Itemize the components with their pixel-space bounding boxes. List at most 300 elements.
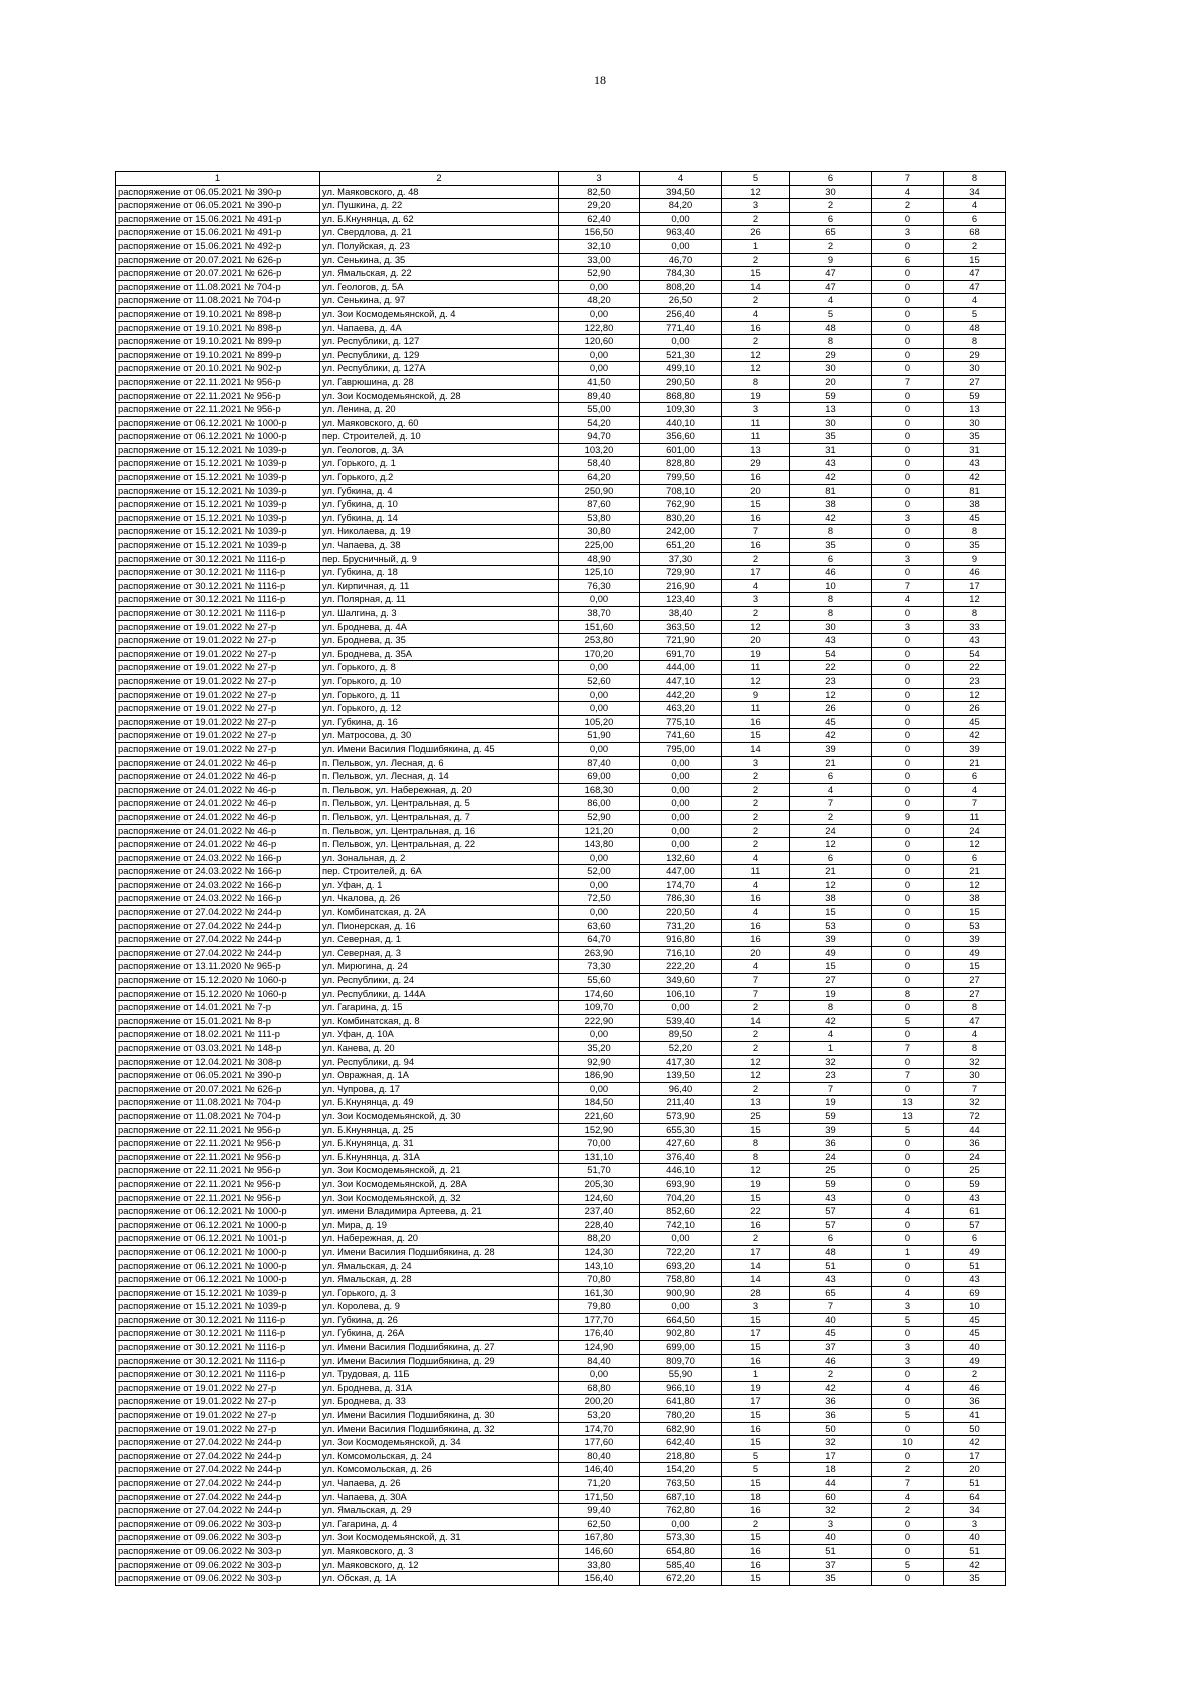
total-cell: 54 <box>944 647 1006 661</box>
document-cell: распоряжение от 19.01.2022 № 27-р <box>116 688 320 702</box>
table-row <box>116 797 1006 811</box>
count-cell: 5 <box>872 1014 944 1028</box>
value-cell: 786,30 <box>640 892 722 906</box>
value-cell: 200,20 <box>559 1395 640 1409</box>
document-cell: распоряжение от 22.11.2021 № 956-р <box>116 1164 320 1178</box>
table-row <box>116 1286 1006 1300</box>
count-cell: 4 <box>872 1381 944 1395</box>
table-row <box>116 348 1006 362</box>
value-cell: 775,10 <box>640 715 722 729</box>
count-cell: 12 <box>722 1069 790 1083</box>
document-cell: распоряжение от 19.01.2022 № 27-р <box>116 661 320 675</box>
total-cell: 47 <box>944 267 1006 281</box>
value-cell: 762,90 <box>640 498 722 512</box>
document-cell: распоряжение от 09.06.2022 № 303-р <box>116 1544 320 1558</box>
value-cell: 79,80 <box>559 1300 640 1314</box>
count-cell: 48 <box>790 1245 872 1259</box>
value-cell: 167,80 <box>559 1531 640 1545</box>
value-cell: 0,00 <box>559 593 640 607</box>
count-cell: 16 <box>722 471 790 485</box>
document-cell: распоряжение от 15.06.2021 № 491-р <box>116 226 320 240</box>
address-cell: ул. Зои Космодемьянской, д. 28А <box>320 1177 559 1191</box>
address-cell: ул. Комбинатская, д. 8 <box>320 1014 559 1028</box>
count-cell: 49 <box>790 946 872 960</box>
table-row <box>116 1381 1006 1395</box>
count-cell: 5 <box>790 307 872 321</box>
address-cell: ул. Зои Космодемьянской, д. 28 <box>320 389 559 403</box>
address-cell: ул. Зональная, д. 2 <box>320 851 559 865</box>
value-cell: 176,40 <box>559 1327 640 1341</box>
count-cell: 65 <box>790 226 872 240</box>
total-cell: 27 <box>944 974 1006 988</box>
count-cell: 14 <box>722 1273 790 1287</box>
total-cell: 38 <box>944 498 1006 512</box>
document-cell: распоряжение от 24.03.2022 № 166-р <box>116 892 320 906</box>
address-cell: ул. Ленина, д. 20 <box>320 403 559 417</box>
value-cell: 106,10 <box>640 987 722 1001</box>
count-cell: 5 <box>872 1409 944 1423</box>
address-cell: ул. Зои Космодемьянской, д. 4 <box>320 307 559 321</box>
total-cell: 45 <box>944 1327 1006 1341</box>
value-cell: 499,10 <box>640 362 722 376</box>
document-cell: распоряжение от 24.01.2022 № 46-р <box>116 756 320 770</box>
document-cell: распоряжение от 19.01.2022 № 27-р <box>116 715 320 729</box>
address-cell: ул. Горького, д. 10 <box>320 674 559 688</box>
value-cell: 174,60 <box>559 987 640 1001</box>
table-row <box>116 362 1006 376</box>
total-cell: 42 <box>944 1436 1006 1450</box>
count-cell: 2 <box>722 294 790 308</box>
address-cell: ул. Б.Кнунянца, д. 25 <box>320 1123 559 1137</box>
count-cell: 0 <box>872 457 944 471</box>
value-cell: 52,00 <box>559 865 640 879</box>
address-cell: ул. Николаева, д. 19 <box>320 525 559 539</box>
count-cell: 0 <box>872 1395 944 1409</box>
table-row <box>116 634 1006 648</box>
value-cell: 0,00 <box>640 810 722 824</box>
document-cell: распоряжение от 15.06.2021 № 491-р <box>116 212 320 226</box>
document-cell: распоряжение от 22.11.2021 № 956-р <box>116 403 320 417</box>
count-cell: 0 <box>872 946 944 960</box>
value-cell: 376,40 <box>640 1150 722 1164</box>
count-cell: 3 <box>872 1341 944 1355</box>
address-cell: ул. Северная, д. 3 <box>320 946 559 960</box>
document-cell: распоряжение от 06.12.2021 № 1000-р <box>116 1245 320 1259</box>
count-cell: 30 <box>790 362 872 376</box>
document-cell: распоряжение от 22.11.2021 № 956-р <box>116 389 320 403</box>
address-cell: ул. Броднева, д. 31А <box>320 1381 559 1395</box>
value-cell: 250,90 <box>559 484 640 498</box>
value-cell: 62,40 <box>559 212 640 226</box>
count-cell: 4 <box>722 579 790 593</box>
address-cell: ул. Пушкина, д. 22 <box>320 199 559 213</box>
total-cell: 50 <box>944 1422 1006 1436</box>
table-row <box>116 756 1006 770</box>
document-cell: распоряжение от 30.12.2021 № 1116-р <box>116 593 320 607</box>
table-row <box>116 1069 1006 1083</box>
document-cell: распоряжение от 19.01.2022 № 27-р <box>116 1381 320 1395</box>
table-row <box>116 742 1006 756</box>
value-cell: 0,00 <box>559 878 640 892</box>
address-cell: ул. Чапаева, д. 26 <box>320 1477 559 1491</box>
address-cell: ул. Ямальская, д. 22 <box>320 267 559 281</box>
value-cell: 156,40 <box>559 1572 640 1586</box>
total-cell: 42 <box>944 1558 1006 1572</box>
document-cell: распоряжение от 19.10.2021 № 899-р <box>116 335 320 349</box>
value-cell: 651,20 <box>640 539 722 553</box>
count-cell: 0 <box>872 647 944 661</box>
value-cell: 808,20 <box>640 280 722 294</box>
value-cell: 174,70 <box>640 878 722 892</box>
count-cell: 7 <box>722 987 790 1001</box>
count-cell: 25 <box>722 1109 790 1123</box>
count-cell: 15 <box>722 498 790 512</box>
count-cell: 36 <box>790 1409 872 1423</box>
address-cell: ул. Гагарина, д. 4 <box>320 1517 559 1531</box>
total-cell: 36 <box>944 1395 1006 1409</box>
count-cell: 8 <box>790 1001 872 1015</box>
count-cell: 1 <box>872 1245 944 1259</box>
value-cell: 0,00 <box>640 838 722 852</box>
document-cell: распоряжение от 30.12.2021 № 1116-р <box>116 552 320 566</box>
document-cell: распоряжение от 27.04.2022 № 244-р <box>116 1504 320 1518</box>
value-cell: 76,30 <box>559 579 640 593</box>
count-cell: 15 <box>722 1191 790 1205</box>
value-cell: 0,00 <box>640 335 722 349</box>
count-cell: 3 <box>872 226 944 240</box>
count-cell: 8 <box>790 607 872 621</box>
count-cell: 2 <box>872 199 944 213</box>
total-cell: 8 <box>944 1042 1006 1056</box>
count-cell: 32 <box>790 1436 872 1450</box>
total-cell: 81 <box>944 484 1006 498</box>
total-cell: 7 <box>944 797 1006 811</box>
table-row <box>116 1218 1006 1232</box>
total-cell: 40 <box>944 1341 1006 1355</box>
address-cell: ул. Горького, д. 1 <box>320 457 559 471</box>
table-row <box>116 1042 1006 1056</box>
total-cell: 27 <box>944 375 1006 389</box>
address-cell: ул. Зои Космодемьянской, д. 30 <box>320 1109 559 1123</box>
value-cell: 253,80 <box>559 634 640 648</box>
count-cell: 12 <box>790 838 872 852</box>
document-cell: распоряжение от 06.12.2021 № 1000-р <box>116 1218 320 1232</box>
total-cell: 6 <box>944 851 1006 865</box>
count-cell: 43 <box>790 1273 872 1287</box>
value-cell: 64,20 <box>559 471 640 485</box>
count-cell: 6 <box>872 253 944 267</box>
total-cell: 2 <box>944 239 1006 253</box>
count-cell: 2 <box>722 1082 790 1096</box>
value-cell: 216,90 <box>640 579 722 593</box>
address-cell: ул. Чапаева, д. 30А <box>320 1490 559 1504</box>
count-cell: 35 <box>790 539 872 553</box>
count-cell: 0 <box>872 321 944 335</box>
table-row <box>116 1273 1006 1287</box>
count-cell: 15 <box>722 1341 790 1355</box>
value-cell: 0,00 <box>640 756 722 770</box>
value-cell: 161,30 <box>559 1286 640 1300</box>
table-row <box>116 715 1006 729</box>
table-row <box>116 335 1006 349</box>
table-row <box>116 199 1006 213</box>
count-cell: 53 <box>790 919 872 933</box>
document-cell: распоряжение от 06.12.2021 № 1000-р <box>116 430 320 444</box>
address-cell: ул. Комсомольская, д. 24 <box>320 1449 559 1463</box>
value-cell: 132,60 <box>640 851 722 865</box>
count-cell: 15 <box>722 1123 790 1137</box>
count-cell: 2 <box>722 1517 790 1531</box>
value-cell: 242,00 <box>640 525 722 539</box>
value-cell: 26,50 <box>640 294 722 308</box>
table-row <box>116 688 1006 702</box>
count-cell: 4 <box>722 851 790 865</box>
count-cell: 8 <box>722 1150 790 1164</box>
value-cell: 0,00 <box>559 906 640 920</box>
value-cell: 741,60 <box>640 729 722 743</box>
count-cell: 16 <box>722 1354 790 1368</box>
count-cell: 6 <box>790 212 872 226</box>
value-cell: 722,20 <box>640 1245 722 1259</box>
value-cell: 64,70 <box>559 933 640 947</box>
value-cell: 729,90 <box>640 566 722 580</box>
document-cell: распоряжение от 22.11.2021 № 956-р <box>116 375 320 389</box>
count-cell: 45 <box>790 1327 872 1341</box>
document-cell: распоряжение от 20.07.2021 № 626-р <box>116 253 320 267</box>
value-cell: 86,00 <box>559 797 640 811</box>
count-cell: 7 <box>790 797 872 811</box>
address-cell: ул. Броднева, д. 4А <box>320 620 559 634</box>
count-cell: 7 <box>722 525 790 539</box>
value-cell: 828,80 <box>640 457 722 471</box>
data-table <box>115 171 1006 1586</box>
document-cell: распоряжение от 24.01.2022 № 46-р <box>116 810 320 824</box>
table-row <box>116 1409 1006 1423</box>
value-cell: 151,60 <box>559 620 640 634</box>
total-cell: 24 <box>944 1150 1006 1164</box>
address-cell: ул. Республики, д. 144А <box>320 987 559 1001</box>
count-cell: 4 <box>722 307 790 321</box>
table-row <box>116 1313 1006 1327</box>
count-cell: 15 <box>722 729 790 743</box>
document-cell: распоряжение от 19.01.2022 № 27-р <box>116 634 320 648</box>
table-row <box>116 607 1006 621</box>
count-cell: 15 <box>722 1477 790 1491</box>
count-cell: 0 <box>872 443 944 457</box>
document-cell: распоряжение от 03.03.2021 № 148-р <box>116 1042 320 1056</box>
value-cell: 146,40 <box>559 1463 640 1477</box>
total-cell: 32 <box>944 1055 1006 1069</box>
document-cell: распоряжение от 27.04.2022 № 244-р <box>116 919 320 933</box>
value-cell: 171,50 <box>559 1490 640 1504</box>
document-cell: распоряжение от 06.12.2021 № 1000-р <box>116 1259 320 1273</box>
address-cell: ул. Республики, д. 127 <box>320 335 559 349</box>
total-cell: 51 <box>944 1544 1006 1558</box>
count-cell: 42 <box>790 471 872 485</box>
total-cell: 30 <box>944 416 1006 430</box>
address-cell: ул. Гагарина, д. 15 <box>320 1001 559 1015</box>
value-cell: 780,20 <box>640 1409 722 1423</box>
table-row <box>116 906 1006 920</box>
count-cell: 37 <box>790 1558 872 1572</box>
document-cell: распоряжение от 11.08.2021 № 704-р <box>116 280 320 294</box>
table-row <box>116 403 1006 417</box>
table-row <box>116 1245 1006 1259</box>
address-cell: ул. Полярная, д. 11 <box>320 593 559 607</box>
count-cell: 46 <box>790 1354 872 1368</box>
count-cell: 19 <box>722 1177 790 1191</box>
value-cell: 691,70 <box>640 647 722 661</box>
count-cell: 0 <box>872 838 944 852</box>
table-row <box>116 1028 1006 1042</box>
table-row <box>116 511 1006 525</box>
table-row <box>116 810 1006 824</box>
table-row <box>116 1177 1006 1191</box>
count-cell: 0 <box>872 906 944 920</box>
address-cell: ул. Матросова, д. 30 <box>320 729 559 743</box>
value-cell: 52,20 <box>640 1042 722 1056</box>
value-cell: 32,10 <box>559 239 640 253</box>
address-cell: ул. Маяковского, д. 12 <box>320 1558 559 1572</box>
document-cell: распоряжение от 15.12.2021 № 1039-р <box>116 484 320 498</box>
count-cell: 42 <box>790 729 872 743</box>
total-cell: 46 <box>944 1381 1006 1395</box>
count-cell: 2 <box>722 253 790 267</box>
total-cell: 48 <box>944 321 1006 335</box>
table-row <box>116 1544 1006 1558</box>
total-cell: 15 <box>944 960 1006 974</box>
total-cell: 12 <box>944 688 1006 702</box>
count-cell: 42 <box>790 1014 872 1028</box>
count-cell: 6 <box>790 770 872 784</box>
count-cell: 0 <box>872 742 944 756</box>
document-cell: распоряжение от 15.12.2021 № 1039-р <box>116 1300 320 1314</box>
total-cell: 15 <box>944 906 1006 920</box>
value-cell: 68,80 <box>559 1381 640 1395</box>
count-cell: 6 <box>790 851 872 865</box>
value-cell: 87,60 <box>559 498 640 512</box>
table-row <box>116 294 1006 308</box>
address-cell: ул. Губкина, д. 14 <box>320 511 559 525</box>
count-cell: 8 <box>722 375 790 389</box>
value-cell: 573,90 <box>640 1109 722 1123</box>
table-row <box>116 865 1006 879</box>
count-cell: 0 <box>872 729 944 743</box>
count-cell: 59 <box>790 389 872 403</box>
document-cell: распоряжение от 24.03.2022 № 166-р <box>116 851 320 865</box>
value-cell: 69,00 <box>559 770 640 784</box>
document-cell: распоряжение от 06.12.2021 № 1000-р <box>116 416 320 430</box>
count-cell: 15 <box>790 906 872 920</box>
count-cell: 7 <box>722 974 790 988</box>
value-cell: 900,90 <box>640 1286 722 1300</box>
total-cell: 69 <box>944 1286 1006 1300</box>
count-cell: 44 <box>790 1477 872 1491</box>
count-cell: 0 <box>872 212 944 226</box>
count-cell: 4 <box>872 185 944 199</box>
count-cell: 9 <box>790 253 872 267</box>
total-cell: 12 <box>944 878 1006 892</box>
table-row <box>116 1137 1006 1151</box>
count-cell: 29 <box>790 348 872 362</box>
address-cell: ул. Маяковского, д. 3 <box>320 1544 559 1558</box>
count-cell: 26 <box>722 226 790 240</box>
total-cell: 61 <box>944 1205 1006 1219</box>
value-cell: 220,50 <box>640 906 722 920</box>
document-cell: распоряжение от 14.01.2021 № 7-р <box>116 1001 320 1015</box>
total-cell: 51 <box>944 1259 1006 1273</box>
count-cell: 11 <box>722 702 790 716</box>
count-cell: 0 <box>872 484 944 498</box>
count-cell: 42 <box>790 511 872 525</box>
table-row <box>116 1422 1006 1436</box>
count-cell: 0 <box>872 756 944 770</box>
table-row <box>116 253 1006 267</box>
count-cell: 45 <box>790 715 872 729</box>
address-cell: ул. Ямальская, д. 24 <box>320 1259 559 1273</box>
address-cell: ул. Королева, д. 9 <box>320 1300 559 1314</box>
count-cell: 15 <box>722 1572 790 1586</box>
value-cell: 87,40 <box>559 756 640 770</box>
count-cell: 3 <box>872 620 944 634</box>
total-cell: 32 <box>944 1096 1006 1110</box>
address-cell: ул. Пионерская, д. 16 <box>320 919 559 933</box>
count-cell: 16 <box>722 1504 790 1518</box>
address-cell: ул. Губкина, д. 4 <box>320 484 559 498</box>
document-cell: распоряжение от 15.12.2020 № 1060-р <box>116 974 320 988</box>
count-cell: 21 <box>790 865 872 879</box>
document-cell: распоряжение от 30.12.2021 № 1116-р <box>116 1341 320 1355</box>
document-cell: распоряжение от 22.11.2021 № 956-р <box>116 1177 320 1191</box>
count-cell: 39 <box>790 742 872 756</box>
value-cell: 601,00 <box>640 443 722 457</box>
value-cell: 693,90 <box>640 1177 722 1191</box>
count-cell: 16 <box>722 1218 790 1232</box>
value-cell: 124,30 <box>559 1245 640 1259</box>
total-cell: 42 <box>944 729 1006 743</box>
value-cell: 30,80 <box>559 525 640 539</box>
count-cell: 0 <box>872 1572 944 1586</box>
document-cell: распоряжение от 24.01.2022 № 46-р <box>116 770 320 784</box>
value-cell: 73,30 <box>559 960 640 974</box>
value-cell: 237,40 <box>559 1205 640 1219</box>
count-cell: 16 <box>722 511 790 525</box>
value-cell: 62,50 <box>559 1517 640 1531</box>
value-cell: 0,00 <box>640 783 722 797</box>
document-cell: распоряжение от 15.01.2021 № 8-р <box>116 1014 320 1028</box>
value-cell: 225,00 <box>559 539 640 553</box>
value-cell: 427,60 <box>640 1137 722 1151</box>
total-cell: 43 <box>944 1273 1006 1287</box>
total-cell: 30 <box>944 1069 1006 1083</box>
value-cell: 70,00 <box>559 1137 640 1151</box>
document-cell: распоряжение от 30.12.2021 № 1116-р <box>116 607 320 621</box>
table-row <box>116 1558 1006 1572</box>
count-cell: 13 <box>872 1096 944 1110</box>
document-cell: распоряжение от 15.12.2021 № 1039-р <box>116 443 320 457</box>
count-cell: 7 <box>872 1042 944 1056</box>
address-cell: ул. Чкалова, д. 26 <box>320 892 559 906</box>
value-cell: 763,50 <box>640 1477 722 1491</box>
total-cell: 17 <box>944 1449 1006 1463</box>
address-cell: ул. Северная, д. 1 <box>320 933 559 947</box>
value-cell: 80,40 <box>559 1449 640 1463</box>
count-cell: 13 <box>722 443 790 457</box>
count-cell: 17 <box>790 1449 872 1463</box>
count-cell: 11 <box>722 430 790 444</box>
document-cell: распоряжение от 15.12.2021 № 1039-р <box>116 511 320 525</box>
count-cell: 3 <box>872 1354 944 1368</box>
